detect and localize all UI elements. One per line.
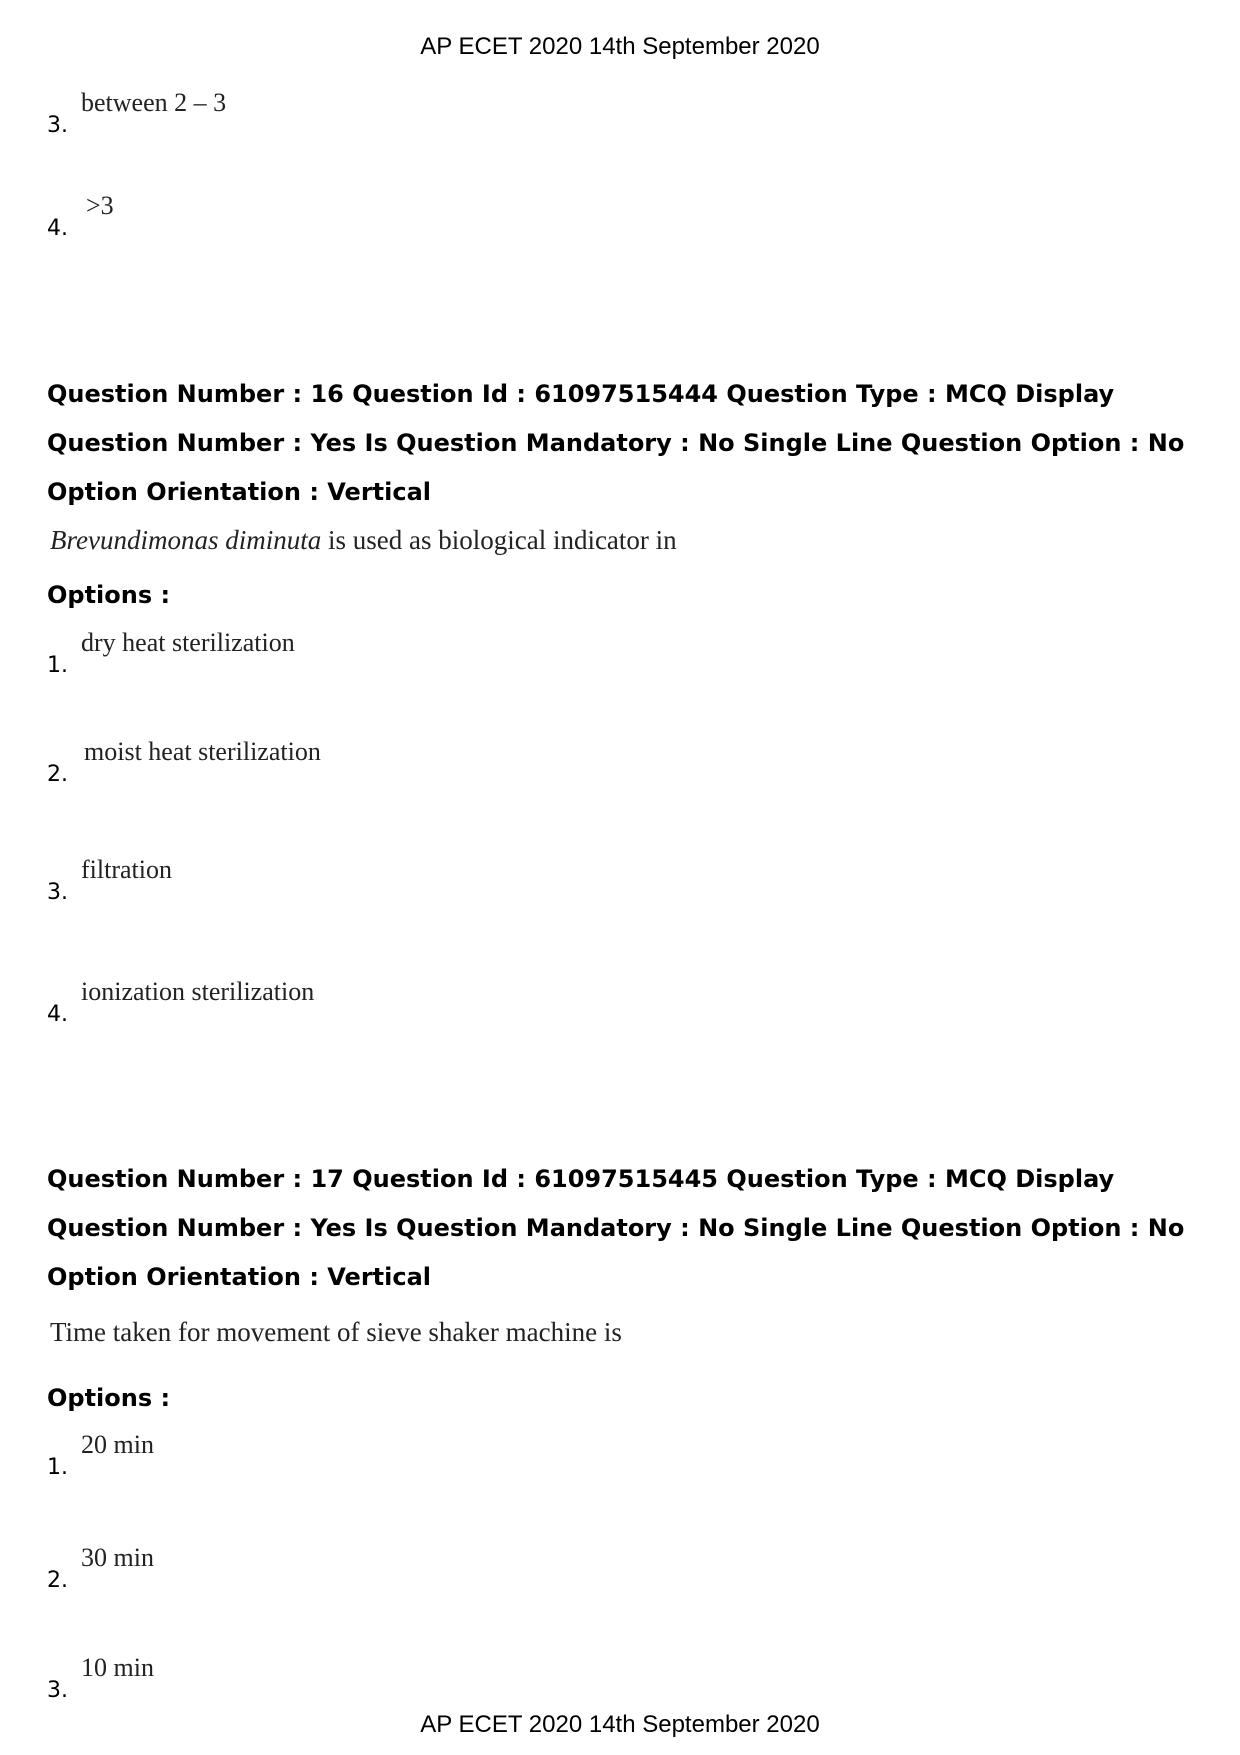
option-number: 3. — [47, 1678, 68, 1703]
question-16-text — [50, 524, 677, 556]
option-number: 4. — [47, 1002, 68, 1027]
option-item — [47, 191, 647, 241]
question-17-meta: Question Number : 17 Question Id : 61097515445 Question Type : MCQ Display Question Number : Yes Is Question Mandatory : No Single Line Question Option : No Option Orientation : Vertical — [47, 1165, 1185, 1291]
option-text: ionization sterilization — [81, 977, 315, 1006]
option-item — [47, 855, 647, 905]
option-text: 20 min — [81, 1430, 154, 1459]
option-item — [47, 1543, 647, 1593]
page-footer: AP ECET 2020 14th September 2020 — [420, 1711, 820, 1738]
option-text: dry heat sterilization — [81, 628, 295, 657]
option-number: 1. — [47, 1455, 68, 1480]
option-number: 3. — [47, 113, 68, 138]
option-number: 1. — [47, 653, 68, 678]
question-text-rest: is used as biological indicator in — [321, 525, 677, 555]
option-number: 4. — [47, 216, 68, 241]
option-number: 3. — [47, 880, 68, 905]
option-text: filtration — [81, 855, 172, 884]
option-text: 30 min — [81, 1543, 154, 1572]
question-text-italic: Brevundimonas diminuta — [50, 525, 322, 555]
option-number: 2. — [47, 762, 68, 787]
option-text: 10 min — [81, 1653, 154, 1682]
options-label: Options : — [47, 581, 171, 609]
option-item — [47, 977, 647, 1027]
option-text: moist heat sterilization — [84, 737, 321, 766]
option-item — [47, 1653, 647, 1703]
option-text: >3 — [86, 191, 114, 220]
page-header: AP ECET 2020 14th September 2020 — [420, 33, 820, 60]
option-text: between 2 – 3 — [81, 88, 227, 117]
option-item — [47, 1430, 647, 1480]
option-number: 2. — [47, 1568, 68, 1593]
options-label: Options : — [47, 1384, 171, 1412]
question-16-meta: Question Number : 16 Question Id : 61097515444 Question Type : MCQ Display Question Number : Yes Is Question Mandatory : No Single Line Question Option : No Option Orientation : Vertical — [47, 380, 1185, 506]
option-item — [47, 737, 647, 787]
option-item — [47, 628, 647, 678]
question-17-text: Time taken for movement of sieve shaker machine is — [50, 1317, 622, 1347]
option-item — [47, 88, 647, 138]
